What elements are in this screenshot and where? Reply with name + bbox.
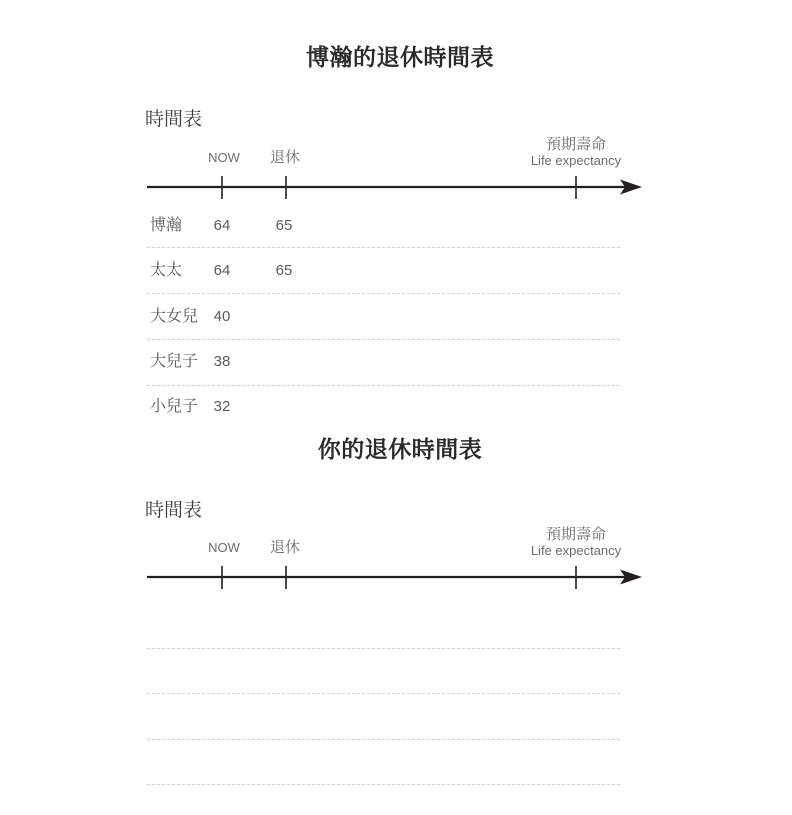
blank-row-line bbox=[147, 648, 620, 649]
row-separator-line bbox=[147, 339, 620, 340]
section1-title: 博瀚的退休時間表 bbox=[306, 44, 494, 70]
section2-timeline-subtitle: 時間表 bbox=[145, 500, 203, 521]
table-row bbox=[0, 217, 792, 235]
section2-now-label: NOW bbox=[208, 540, 240, 555]
table-row bbox=[0, 262, 792, 280]
section1-retirement-label: 退休 bbox=[269, 149, 300, 166]
row-separator-line bbox=[147, 293, 620, 294]
section1-timeline-axis bbox=[0, 140, 792, 220]
blank-row-line bbox=[147, 739, 620, 740]
member-name: 太太 bbox=[150, 262, 183, 279]
member-now-age: 32 bbox=[213, 398, 231, 415]
life-expectancy-label-en: Life expectancy bbox=[530, 153, 622, 168]
life-expectancy-label-en: Life expectancy bbox=[530, 543, 622, 558]
section1-now-label: NOW bbox=[208, 150, 240, 165]
section2-retirement-label: 退休 bbox=[269, 539, 300, 556]
row-separator-line bbox=[147, 385, 620, 386]
member-now-age: 40 bbox=[213, 308, 231, 325]
section2-title: 你的退休時間表 bbox=[317, 436, 483, 462]
member-retirement-age: 65 bbox=[275, 217, 293, 234]
table-row bbox=[0, 398, 792, 416]
blank-row-line bbox=[147, 784, 620, 785]
table-row bbox=[0, 353, 792, 371]
member-now-age: 64 bbox=[213, 217, 231, 234]
table-row bbox=[0, 308, 792, 326]
member-now-age: 64 bbox=[213, 262, 231, 279]
member-name: 大女兒 bbox=[150, 308, 199, 325]
member-retirement-age: 65 bbox=[275, 262, 293, 279]
section2-timeline-axis bbox=[0, 530, 792, 610]
member-now-age: 38 bbox=[213, 353, 231, 370]
blank-row-line bbox=[147, 693, 620, 694]
life-expectancy-label-zh: 預期壽命 bbox=[545, 526, 606, 543]
member-name: 大兒子 bbox=[150, 353, 199, 370]
section1-timeline-subtitle: 時間表 bbox=[145, 109, 203, 130]
member-name: 小兒子 bbox=[150, 398, 199, 415]
life-expectancy-label-zh: 預期壽命 bbox=[545, 136, 606, 153]
row-separator-line bbox=[147, 247, 620, 248]
member-name: 博瀚 bbox=[150, 217, 183, 234]
